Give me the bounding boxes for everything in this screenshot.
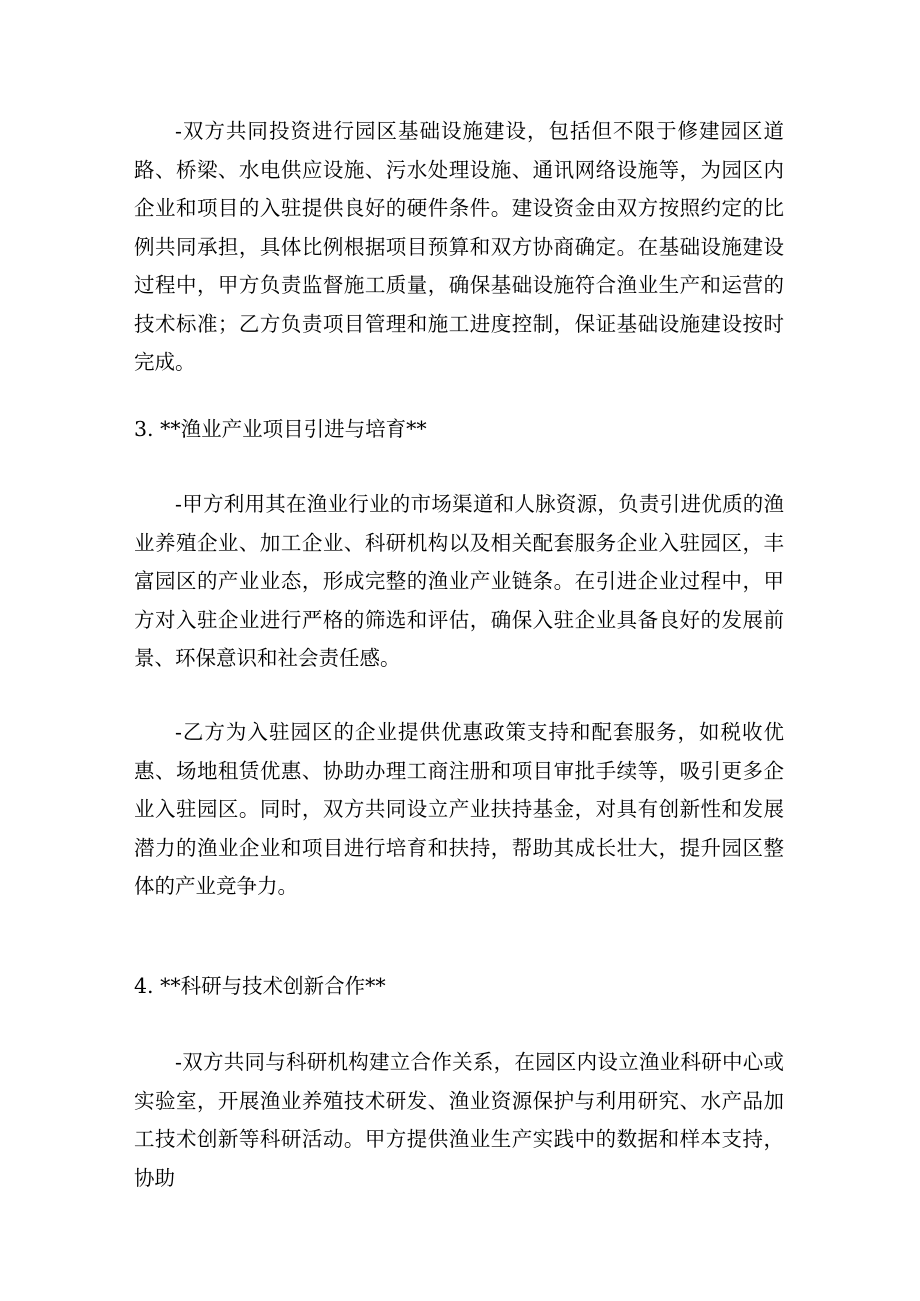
paragraph-project-introduction: -甲方利用其在渔业行业的市场渠道和人脉资源，负责引进优质的渔业养殖企业、加工企业、科研机构以及相关配套服务企业入驻园区，丰富园区的产业业态，形成完整的渔业产业链条。在引进企业过程中，甲方对入驻企业进行严格的筛选和评估，确保入驻企业具备良好的发展前景、环保意识和社会责任感。 bbox=[134, 492, 784, 670]
paragraph-policy-support: -乙方为入驻园区的企业提供优惠政策支持和配套服务，如税收优惠、场地租赁优惠、协助办理工商注册和项目审批手续等，吸引更多企业入驻园区。同时，双方共同设立产业扶持基金，对具有创新性和发展潜力的渔业企业和项目进行培育和扶持，帮助其成长壮大，提升园区整体的产业竞争力。 bbox=[134, 720, 784, 898]
heading-section-4: 4. **科研与技术创新合作** bbox=[134, 974, 386, 998]
paragraph-research-cooperation: -双方共同与科研机构建立合作关系，在园区内设立渔业科研中心或实验室，开展渔业养殖技术研发、渔业资源保护与利用研究、水产品加工技术创新等科研活动。甲方提供渔业生产实践中的数据和样本支持，协助 bbox=[134, 1050, 784, 1190]
heading-section-3: 3. **渔业产业项目引进与培育** bbox=[134, 417, 427, 441]
paragraph-infrastructure: -双方共同投资进行园区基础设施建设，包括但不限于修建园区道路、桥梁、水电供应设施、污水处理设施、通讯网络设施等，为园区内企业和项目的入驻提供良好的硬件条件。建设资金由双方按照约定的比例共同承担，具体比例根据项目预算和双方协商确定。在基础设施建设过程中，甲方负责监督施工质量，确保基础设施符合渔业生产和运营的技术标准；乙方负责项目管理和施工进度控制，保证基础设施建设按时完成。 bbox=[134, 119, 784, 374]
